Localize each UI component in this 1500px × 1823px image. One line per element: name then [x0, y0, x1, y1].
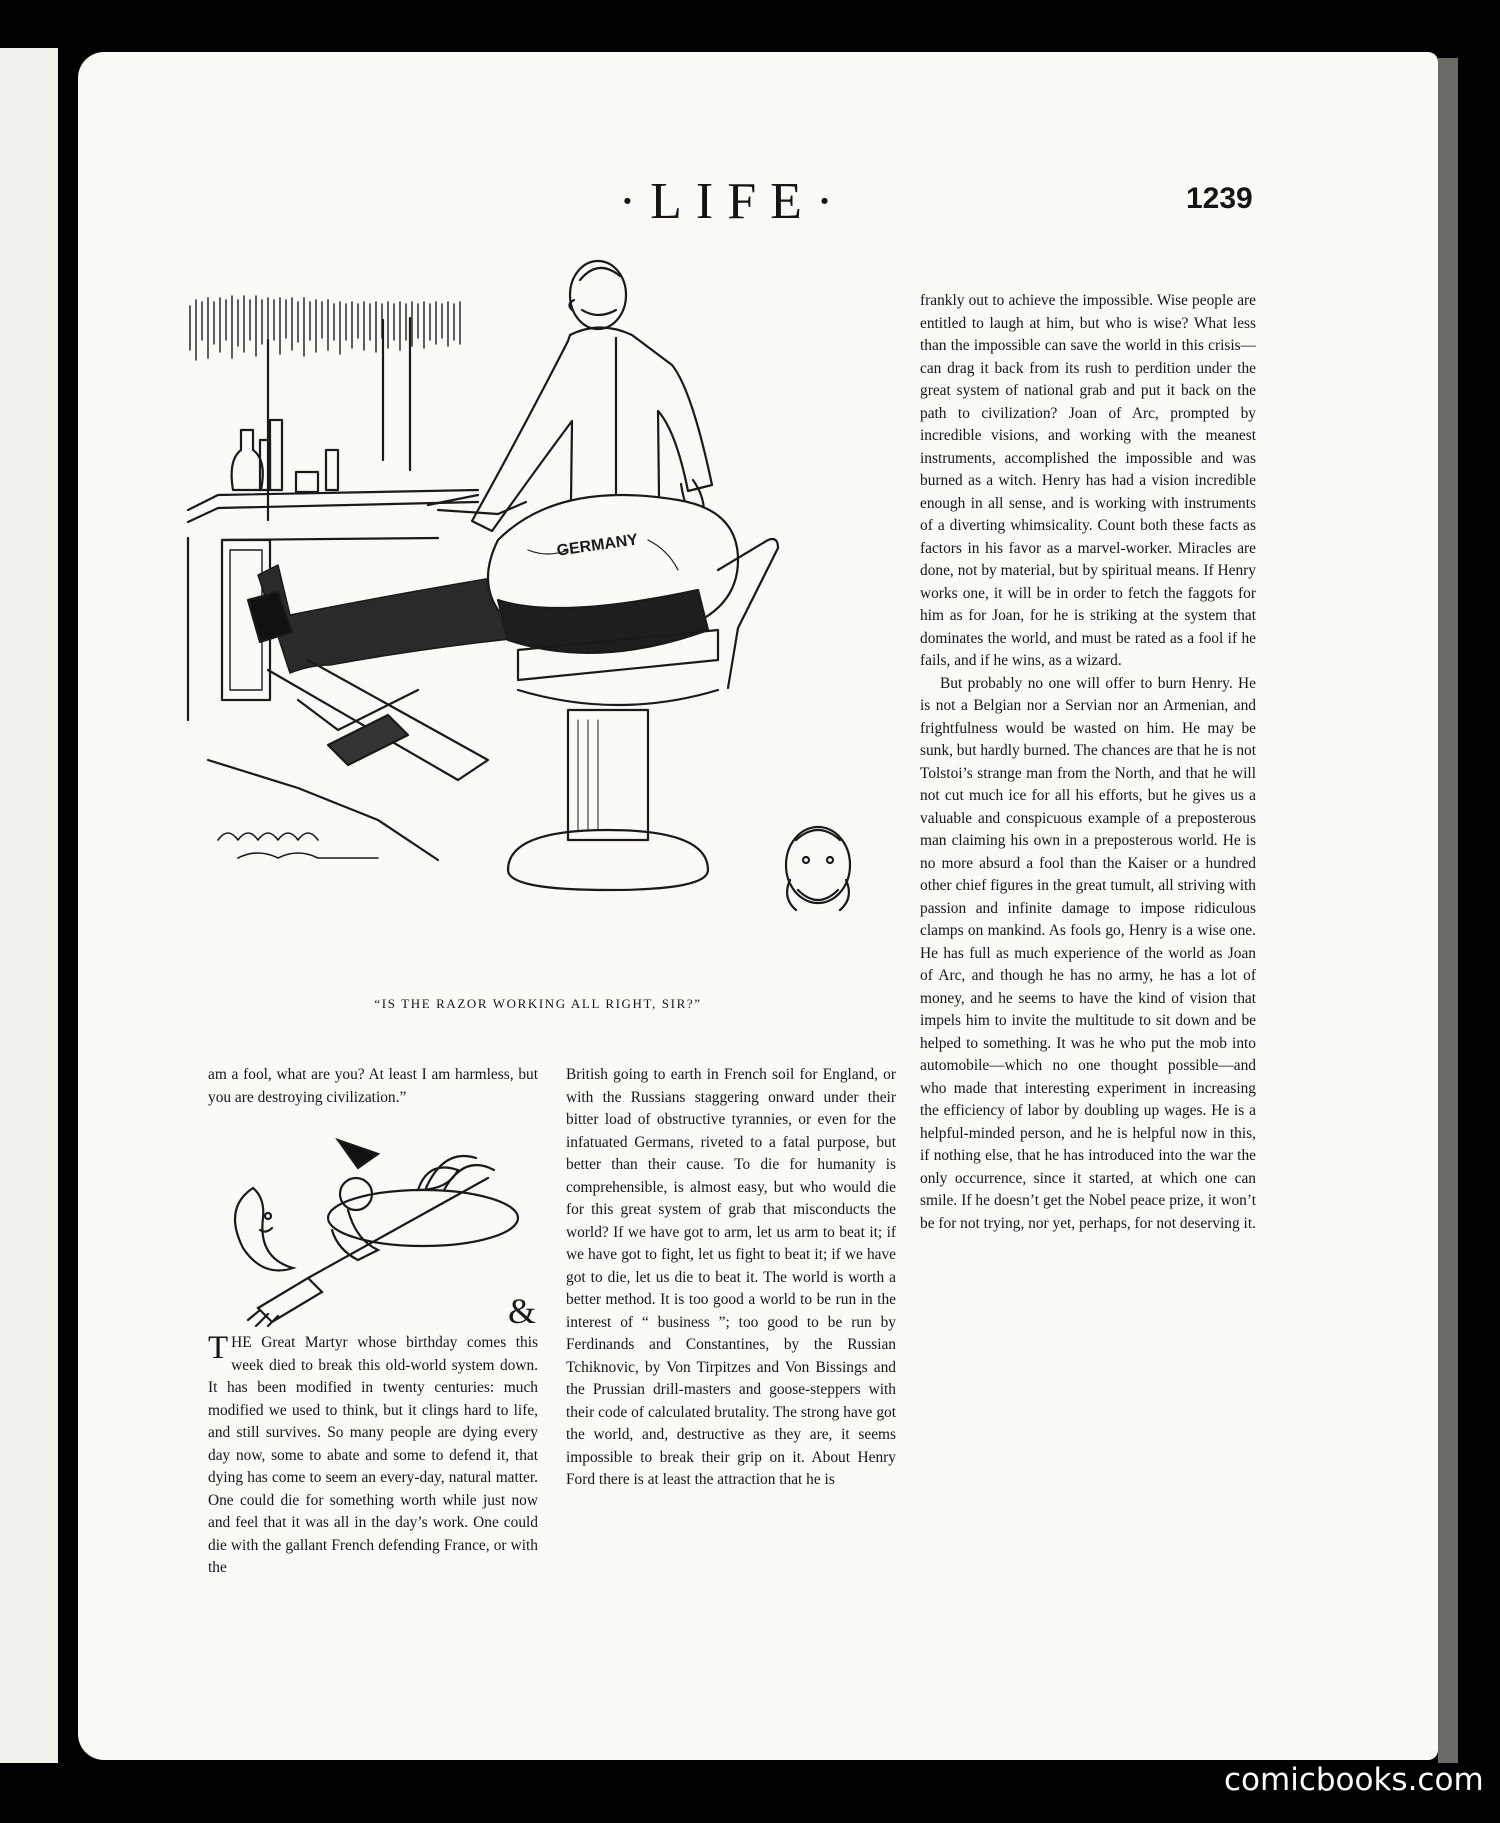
- cartoon-caption: “IS THE RAZOR WORKING ALL RIGHT, SIR?”: [374, 996, 702, 1011]
- column-1-top: [208, 1064, 538, 1109]
- witch-on-broom-illustration: [208, 1128, 538, 1328]
- paragraph: But probably no one will offer to burn Henry. He is not a Belgian nor a Servian nor an Armenian, and frightfulness would be wasted on him. He may be sunk, but hardly burned. The chances are that he is not Tolstoi’s strange man from the North, and that he will not cut much ice for all his efforts, but he gives us a valuable and conspicuous example of a preposterous man claiming his own in a preposterous world. He is no more absurd a fool than the Kaiser or a hundred other chief figures in the great tumult, all striving with passion and infinite damage to impose ridiculous clamps on mankind. As fools go, Henry is a wise one. He has full as much experience of the world as Joan of Arc, and though he has no army, he has a lot of money, and he seems to have the kind of vision that impels him to invite the multitude to sit down and be helped to something. It was he who put the mob into automobile—which no one thought possible—and who made that interesting experiment in increasing the efficiency of labor by doubling up wages. He is a helpful-minded person, and he is helpful now in this, if nothing else, that he has introduced into the war the only occurrence, since it started, at which one can smile. If he doesn’t get the Nobel peace prize, it won’t be for not trying, nor yet, perhaps, for not deserving it.: [920, 674, 1256, 1232]
- column-3: [920, 290, 1256, 1235]
- paragraph: am a fool, what are you? At least I am harmless, but you are destroying civilization.”: [208, 1066, 538, 1106]
- page-number: 1239: [1186, 182, 1253, 215]
- binding-strip: [1438, 58, 1458, 1763]
- magazine-page: [78, 52, 1438, 1760]
- bag-label: GERMANY: [555, 531, 640, 560]
- paragraph: British going to earth in French soil for England, or with the Russians staggering onward under their bitter load of obstructive tyrannies, or even for the infatuated Germans, riveted to a fatal purpose, but better than their cause. To die for humanity is comprehensible, is almost easy, but who would die for this great system of grab that misconducts the world? If we have got to arm, let us arm to beat it; if we have got to fight, let us fight to beat it; if we have got to die, let us die to beat it. The world is worth a better method. It is too good a world to be run in the interest of “ business ”; too good to be run by Ferdinands and Constantines, by the Russian Tchiknovic, by Von Tirpitzes and Von Bissings and the Prussian drill-masters and goose-steppers with their code of calculated brutality. The strong have got the world, and, destructive as they are, it seems impossible to break their grip on it. About Henry Ford there is at least the attraction that he is: [566, 1066, 896, 1488]
- decorative-ampersand-glyph: &: [508, 1291, 537, 1328]
- site-watermark: comicbooks.com: [1224, 1762, 1484, 1798]
- facing-page-edge: [0, 48, 58, 1763]
- paragraph: THE Great Martyr whose birthday comes this week died to break this old-world system down. It has been modified in twenty centuries: much modified we used to think, but it clings hard to life, and still survives. So many people are dying every day now, some to abate and some to defend it, that dying has come to seem an every-day, natural matter. One could die for something worth while just now and feel that it was all in the day’s work. One could die with the gallant French defending France, or with the: [208, 1330, 538, 1576]
- drop-cap: T: [208, 1330, 229, 1366]
- cartoon-barber-illustration: [178, 240, 898, 980]
- masthead: ·LIFE·: [618, 173, 848, 230]
- paragraph: frankly out to achieve the impossible. Wise people are entitled to laugh at him, but who is wise? What less than the impossible can save the world in this crisis—can drag it back from its rush to perdition under the great system of national grab and put it back on the path to civilization? Joan of Arc, prompted by incredible visions, and working with the meanest instruments, accomplished the impossible and was burned as a witch. Henry has had a vision incredible enough in all sense, and is working with instruments of a diverting whimsicality. Count both these facts as factors in his favor as a marvel-worker. Miracles are done, not by material, but by spiritual means. If Henry works one, it will be in order to fetch the faggots for him as for Joan, for he is striking at the system that dominates the world, and must be rated as a fool if he fails, and if he wins, as a wizard.: [920, 292, 1256, 669]
- column-1-bottom: [208, 1332, 538, 1580]
- column-2: [566, 1064, 896, 1492]
